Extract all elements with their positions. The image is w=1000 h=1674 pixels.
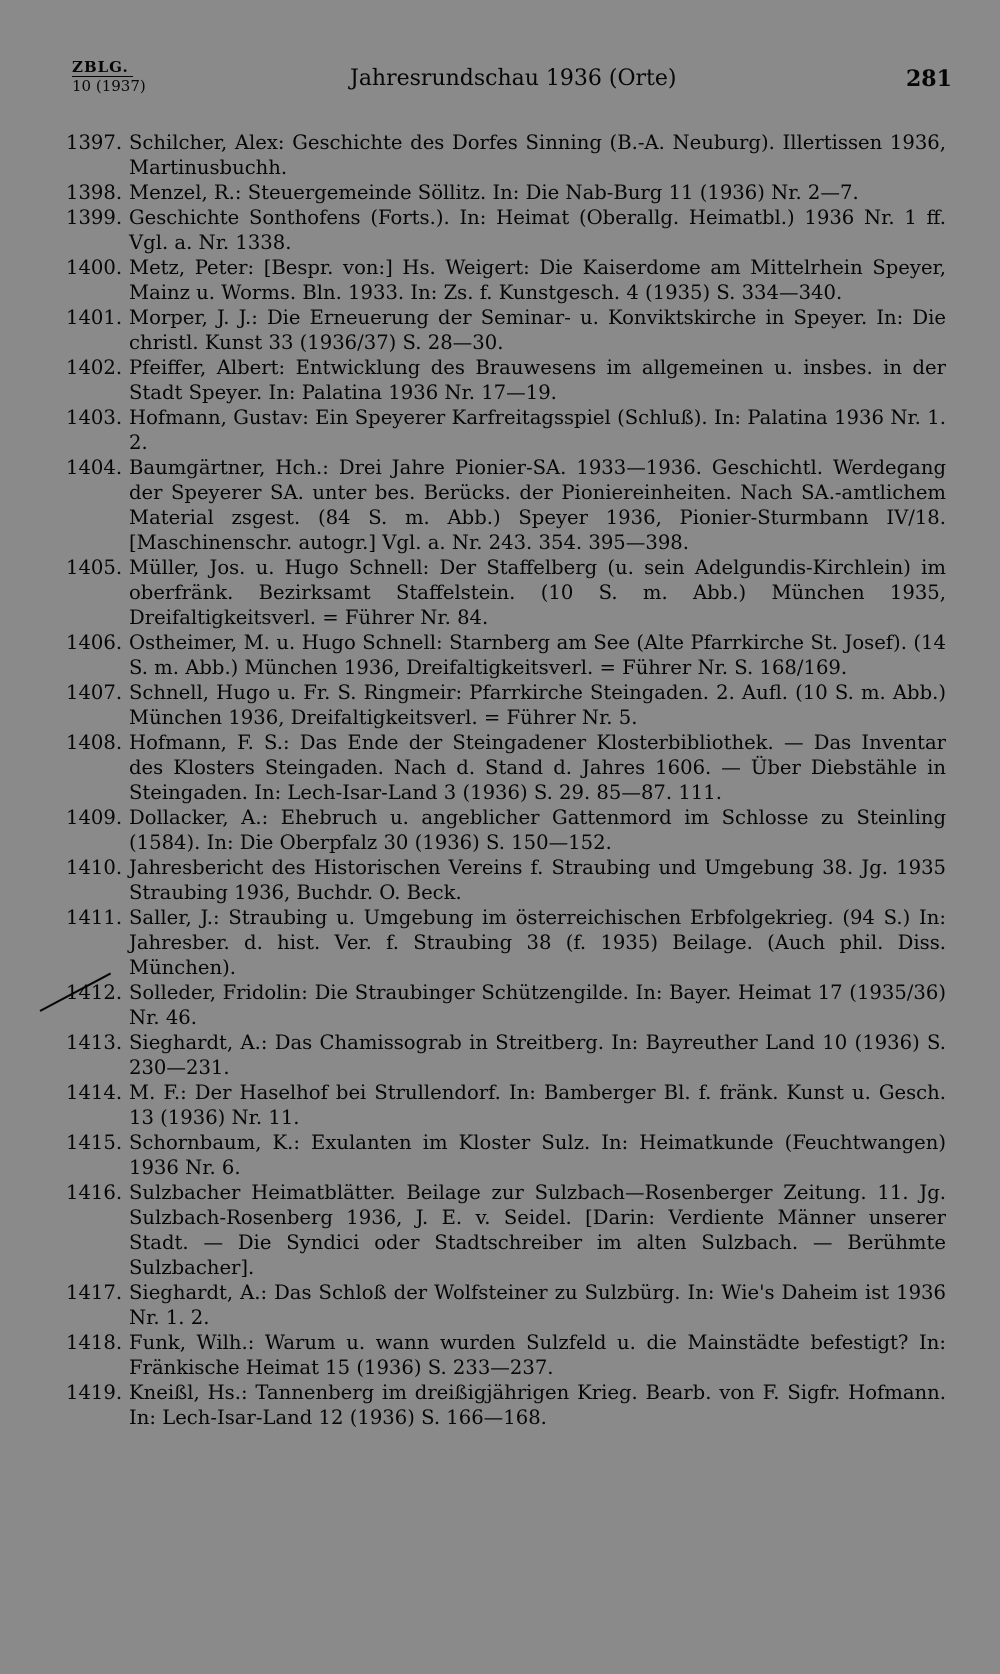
entry-number: 1398. — [66, 181, 123, 204]
entry-text: Solleder, Fridolin: Die Straubinger Schützengilde. In: Bayer. Heimat 17 (1935/36) Nr. 46. — [129, 981, 946, 1029]
entry-number: 1411. — [66, 906, 123, 929]
entry-number: 1399. — [66, 206, 123, 229]
entry-number: 1408. — [66, 731, 123, 754]
list-item — [66, 805, 946, 855]
list-item — [66, 1180, 946, 1280]
list-item — [66, 205, 946, 255]
entry-number: 1401. — [66, 306, 123, 329]
journal-volume: 10 (1937) — [72, 77, 146, 95]
entry-text: Saller, J.: Straubing u. Umgebung im österreichischen Erbfolgekrieg. (94 S.) In: Jahresber. d. hist. Ver. f. Straubing 38 (f. 1935) Beilage. (Auch phil. Diss. München). — [129, 906, 946, 979]
entry-text: Schornbaum, K.: Exulanten im Kloster Sulz. In: Heimatkunde (Feuchtwangen) 1936 Nr. 6. — [129, 1131, 946, 1179]
entry-text: Schilcher, Alex: Geschichte des Dorfes Sinning (B.-A. Neuburg). Illertissen 1936, Martinusbuchh. — [129, 131, 946, 179]
entry-text: Metz, Peter: [Bespr. von:] Hs. Weigert: Die Kaiserdome am Mittelrhein Speyer, Mainz u. Worms. Bln. 1933. In: Zs. f. Kunstgesch. 4 (1935) S. 334—340. — [129, 256, 946, 304]
list-item — [66, 1330, 946, 1380]
entry-text: Sieghardt, A.: Das Chamissograb in Streitberg. In: Bayreuther Land 10 (1936) S. 230—231. — [129, 1031, 946, 1079]
entry-number: 1413. — [66, 1031, 123, 1054]
entry-number: 1402. — [66, 356, 123, 379]
list-item — [66, 1130, 946, 1180]
entry-number: 1409. — [66, 806, 123, 829]
entry-number: 1407. — [66, 681, 123, 704]
list-item — [66, 1380, 946, 1430]
entry-text: M. F.: Der Haselhof bei Strullendorf. In: Bamberger Bl. f. fränk. Kunst u. Gesch. 13 (1936) Nr. 11. — [129, 1081, 946, 1129]
entry-number: 1405. — [66, 556, 123, 579]
entry-number: 1404. — [66, 456, 123, 479]
entry-number: 1406. — [66, 631, 123, 654]
entry-number: 1418. — [66, 1331, 123, 1354]
entry-number: 1416. — [66, 1181, 123, 1204]
entry-text: Müller, Jos. u. Hugo Schnell: Der Staffelberg (u. sein Adelgundis-Kirchlein) im oberfränk. Bezirksamt Staffelstein. (10 S. m. Abb.) München 1935, Dreifaltigkeitsverl. = Führer Nr. 84. — [129, 556, 946, 629]
list-item — [66, 130, 946, 180]
list-item — [66, 1030, 946, 1080]
list-item — [66, 905, 946, 980]
entry-text: Morper, J. J.: Die Erneuerung der Seminar- u. Konviktskirche in Speyer. In: Die christl. Kunst 33 (1936/37) S. 28—30. — [129, 306, 946, 354]
list-item — [66, 555, 946, 630]
list-item — [66, 455, 946, 555]
page-number: 281 — [906, 66, 952, 92]
list-item — [66, 355, 946, 405]
list-item — [66, 405, 946, 455]
entry-text: Geschichte Sonthofens (Forts.). In: Heimat (Oberallg. Heimatbl.) 1936 Nr. 1 ff. Vgl. a. Nr. 1338. — [129, 206, 946, 254]
entry-number: 1412. — [66, 981, 123, 1004]
entry-number: 1403. — [66, 406, 123, 429]
entry-text: Dollacker, A.: Ehebruch u. angeblicher Gattenmord im Schlosse zu Steinling (1584). In: Die Oberpfalz 30 (1936) S. 150—152. — [129, 806, 946, 854]
entry-number: 1415. — [66, 1131, 123, 1154]
list-item — [66, 630, 946, 680]
entry-text: Hofmann, Gustav: Ein Speyerer Karfreitagsspiel (Schluß). In: Palatina 1936 Nr. 1. 2. — [129, 406, 946, 454]
entry-text: Menzel, R.: Steuergemeinde Söllitz. In: Die Nab-Burg 11 (1936) Nr. 2—7. — [129, 181, 859, 204]
entry-text: Jahresbericht des Historischen Vereins f. Straubing und Umgebung 38. Jg. 1935 Straubing 1936, Buchdr. O. Beck. — [129, 856, 946, 904]
bibliography-list — [66, 130, 946, 1430]
list-item — [66, 1280, 946, 1330]
list-item — [66, 255, 946, 305]
entry-number: 1410. — [66, 856, 123, 879]
list-item — [66, 855, 946, 905]
entry-text: Sieghardt, A.: Das Schloß der Wolfsteiner zu Sulzbürg. In: Wie's Daheim ist 1936 Nr. 1. 2. — [129, 1281, 946, 1329]
entry-text: Sulzbacher Heimatblätter. Beilage zur Sulzbach—Rosenberger Zeitung. 11. Jg. Sulzbach-Rosenberg 1936, J. E. v. Seidel. [Darin: Verdiente Männer unserer Stadt. — Die Syndici oder Stadtschreiber im alten Sulzbach. — Berühmte Sulzbacher]. — [129, 1181, 946, 1279]
entry-text: Hofmann, F. S.: Das Ende der Steingadener Klosterbibliothek. — Das Inventar des Klosters Steingaden. Nach d. Stand d. Jahres 1606. — Über Diebstähle in Steingaden. In: Lech-Isar-Land 3 (1936) S. 29. 85—87. 111. — [129, 731, 946, 804]
entry-text: Schnell, Hugo u. Fr. S. Ringmeir: Pfarrkirche Steingaden. 2. Aufl. (10 S. m. Abb.) München 1936, Dreifaltigkeitsverl. = Führer Nr. 5. — [129, 681, 946, 729]
entry-number: 1397. — [66, 131, 123, 154]
list-item — [66, 680, 946, 730]
list-item — [66, 180, 946, 205]
list-item — [66, 730, 946, 805]
entry-number: 1419. — [66, 1381, 123, 1404]
list-item — [66, 305, 946, 355]
list-item — [66, 980, 946, 1030]
entry-text: Kneißl, Hs.: Tannenberg im dreißigjährigen Krieg. Bearb. von F. Sigfr. Hofmann. In: Lech-Isar-Land 12 (1936) S. 166—168. — [129, 1381, 946, 1429]
journal-reference — [72, 58, 146, 95]
entry-text: Ostheimer, M. u. Hugo Schnell: Starnberg am See (Alte Pfarrkirche St. Josef). (14 S. m. Abb.) München 1936, Dreifaltigkeitsverl. = Führer Nr. S. 168/169. — [129, 631, 946, 679]
entry-text: Funk, Wilh.: Warum u. wann wurden Sulzfeld u. die Mainstädte befestigt? In: Fränkische Heimat 15 (1936) S. 233—237. — [129, 1331, 946, 1379]
entry-number: 1400. — [66, 256, 123, 279]
entry-number: 1417. — [66, 1281, 123, 1304]
entry-number: 1414. — [66, 1081, 123, 1104]
list-item — [66, 1080, 946, 1130]
journal-abbreviation: ZBLG. — [72, 58, 133, 77]
entry-text: Pfeiffer, Albert: Entwicklung des Brauwesens im allgemeinen u. insbes. in der Stadt Speyer. In: Palatina 1936 Nr. 17—19. — [129, 356, 946, 404]
entry-text: Baumgärtner, Hch.: Drei Jahre Pionier-SA. 1933—1936. Geschichtl. Werdegang der Speyerer SA. unter bes. Berücks. der Pioniereinheiten. Nach SA.-amtlichem Material zsgest. (84 S. m. Abb.) Speyer 1936, Pionier-Sturmbann IV/18. [Maschinenschr. autogr.] Vgl. a. Nr. 243. 354. 395—398. — [129, 456, 946, 554]
running-title: Jahresrundschau 1936 (Orte) — [350, 66, 677, 91]
